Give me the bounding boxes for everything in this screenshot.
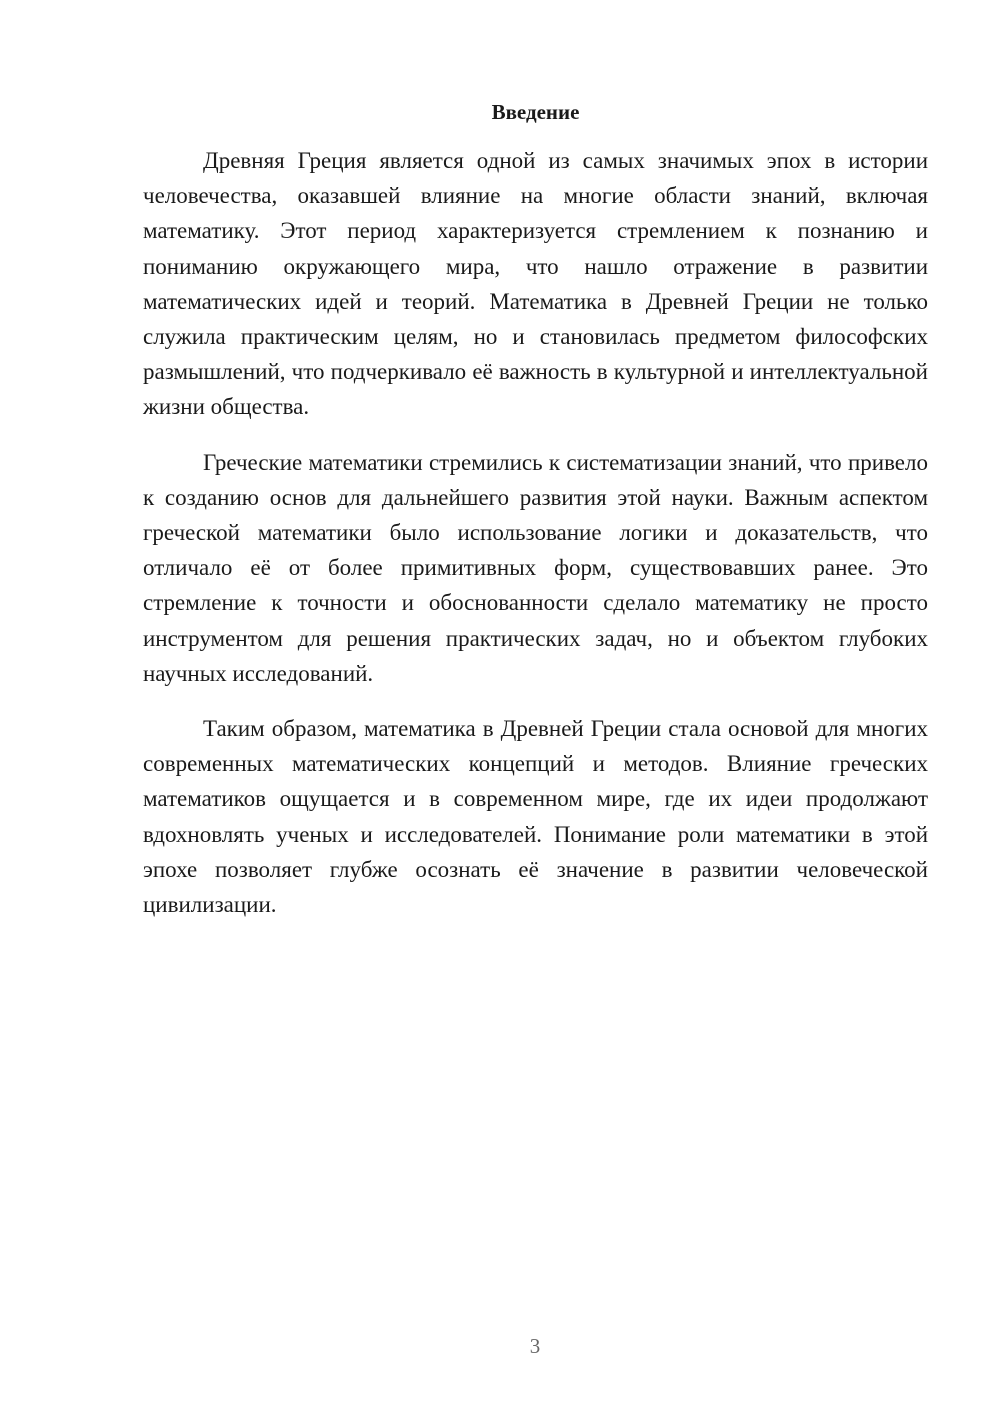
section-title: Введение (491, 100, 580, 124)
page-number: 3 (529, 1334, 541, 1358)
body-text (143, 143, 928, 942)
paragraph-3: Таким образом, математика в Древней Греции стала основой для многих современных математических концепций и методов. Влияние греческих математиков ощущается и в современном мире, где их идеи продолжают вдохновлять ученых и исследователей. Понимание роли математики в этой эпохе позволяет глубже осознать её значение в развитии человеческой цивилизации. (143, 716, 928, 918)
paragraph-2: Греческие математики стремились к систематизации знаний, что привело к созданию основ для дальнейшего развития этой науки. Важным аспектом греческой математики было использование логики и доказательств, что отличало её от более примитивных форм, существовавших ранее. Это стремление к точности и обоснованности сделало математику не просто инструментом для решения практических задач, но и объектом глубоких научных исследований. (143, 449, 928, 686)
paragraph-1: Древняя Греция является одной из самых значимых эпох в истории человечества, оказавшей влияние на многие области знаний, включая математику. Этот период характеризуется стремлением к познанию и пониманию окружающего мира, что нашло отражение в развитии математических идей и теорий. Математика в Древней Греции не только служила практическим целям, но и становилась предметом философских размышлений, что подчеркивало её важность в культурной и интеллектуальной жизни общества. (143, 148, 928, 420)
